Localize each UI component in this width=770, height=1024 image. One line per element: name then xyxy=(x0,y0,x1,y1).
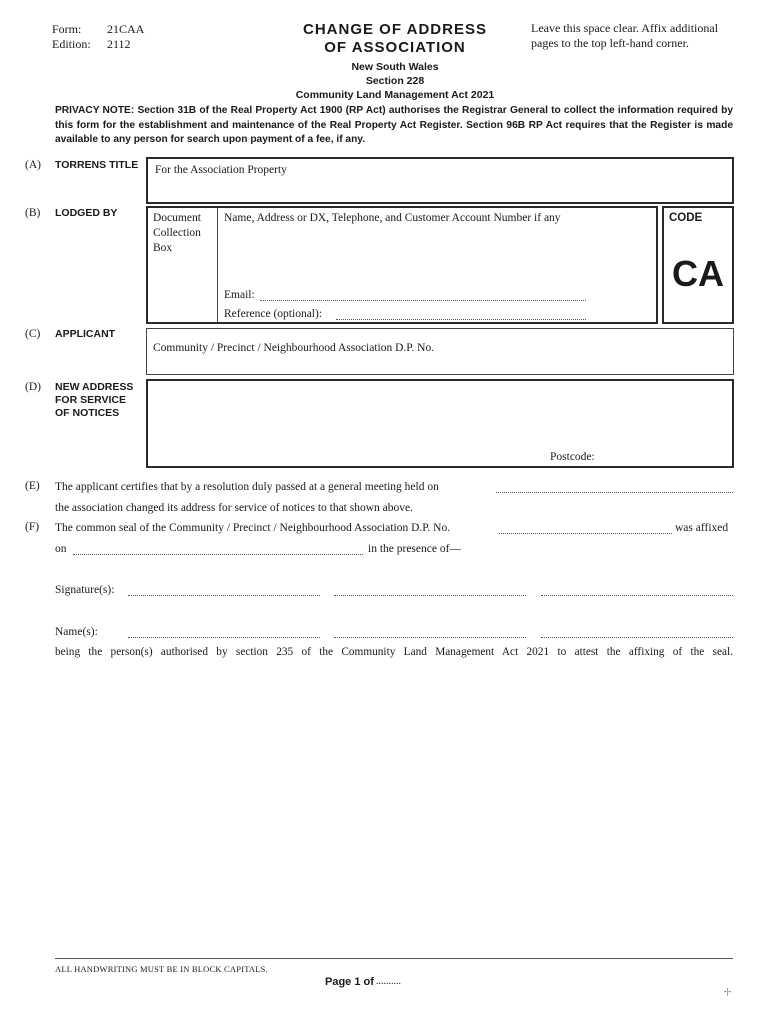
authorised-persons-text: being the person(s) authorised by section 235 of the Community Land Management Act 2021 to attest the affixing of the seal. xyxy=(55,646,733,658)
new-address-field[interactable] xyxy=(146,379,734,468)
email-input-line[interactable] xyxy=(260,300,586,301)
collection-box-cell[interactable] xyxy=(148,208,218,322)
reference-input-line[interactable] xyxy=(336,319,586,320)
code-value: CA xyxy=(672,253,724,294)
section-e-line2: the association changed its address for service of notices to that shown above. xyxy=(55,502,413,514)
page-total-line[interactable]: .......... xyxy=(376,976,401,987)
section-f-line1: The common seal of the Community / Precinct / Neighbourhood Association D.P. No. xyxy=(55,522,451,534)
lodged-by-box xyxy=(146,206,658,324)
page-mark: -|- xyxy=(724,987,731,996)
edition-label: Edition: xyxy=(52,37,91,51)
dp-number-line[interactable] xyxy=(499,533,672,534)
section-d-title: NEW ADDRESS FOR SERVICE OF NOTICES xyxy=(55,381,134,419)
section-b-title: LODGED BY xyxy=(55,207,118,219)
footer-divider xyxy=(55,958,733,959)
torrens-title-field[interactable] xyxy=(146,157,734,204)
section-f-line2-end: in the presence of— xyxy=(368,543,461,555)
applicant-hint: Community / Precinct / Neighbourhood Association D.P. No. xyxy=(153,342,435,354)
edition-number: 2112 xyxy=(107,37,131,51)
section-e-letter: (E) xyxy=(25,480,40,492)
signature-line-2[interactable] xyxy=(334,595,526,596)
state-label: New South Wales xyxy=(351,61,439,73)
lodger-details-label: Name, Address or DX, Telephone, and Customer Account Number if any xyxy=(224,212,561,224)
name-line-3[interactable] xyxy=(541,637,733,638)
form-number: 21CAA xyxy=(107,22,145,36)
postcode-label: Postcode: xyxy=(550,451,595,463)
name-line-1[interactable] xyxy=(128,637,320,638)
section-a-title: TORRENS TITLE xyxy=(55,159,139,171)
section-f-line2-start: on xyxy=(55,543,67,555)
section-f-letter: (F) xyxy=(25,521,40,533)
applicant-field[interactable] xyxy=(146,328,734,375)
section-d-letter: (D) xyxy=(25,381,41,393)
form-title-line2: OF ASSOCIATION xyxy=(324,39,466,56)
seal-date-line[interactable] xyxy=(73,554,363,555)
meeting-date-line[interactable] xyxy=(496,492,733,493)
section-e-line1: The applicant certifies that by a resolution duly passed at a general meeting held on xyxy=(55,481,439,493)
torrens-title-hint: For the Association Property xyxy=(155,164,287,176)
name-label: Name(s): xyxy=(55,626,98,638)
section-a-letter: (A) xyxy=(25,159,41,171)
code-label: CODE xyxy=(669,212,703,224)
signature-line-3[interactable] xyxy=(541,595,733,596)
name-line-2[interactable] xyxy=(334,637,526,638)
section-c-title: APPLICANT xyxy=(55,328,116,340)
act-label: Community Land Management Act 2021 xyxy=(295,89,495,101)
signature-line-1[interactable] xyxy=(128,595,320,596)
section-f-line1-end: was affixed xyxy=(675,522,729,534)
signature-label: Signature(s): xyxy=(55,584,115,596)
section-label: Section 228 xyxy=(365,75,425,87)
form-label: Form: xyxy=(52,22,82,36)
code-box xyxy=(662,206,734,324)
page-label: Page 1 of xyxy=(325,976,374,988)
block-capitals-note: ALL HANDWRITING MUST BE IN BLOCK CAPITALS. xyxy=(55,964,268,974)
privacy-note: PRIVACY NOTE: Section 31B of the Real Property Act 1900 (RP Act) authorises the Registrar General to collect the information required by this form for the establishment and maintenance of the Real Property Act Register. Section 96B RP Act requires that the Register is made available to any person for search upon payment of a fee, if any. xyxy=(55,105,733,145)
collection-box-label: Document Collection Box xyxy=(153,212,201,254)
reference-label: Reference (optional): xyxy=(224,308,323,320)
clear-space-note: Leave this space clear. Affix additional pages to the top left-hand corner. xyxy=(531,21,719,50)
section-c-letter: (C) xyxy=(25,328,41,340)
form-title-line1: CHANGE OF ADDRESS xyxy=(303,21,487,38)
email-label: Email: xyxy=(224,289,255,301)
section-b-letter: (B) xyxy=(25,207,41,219)
